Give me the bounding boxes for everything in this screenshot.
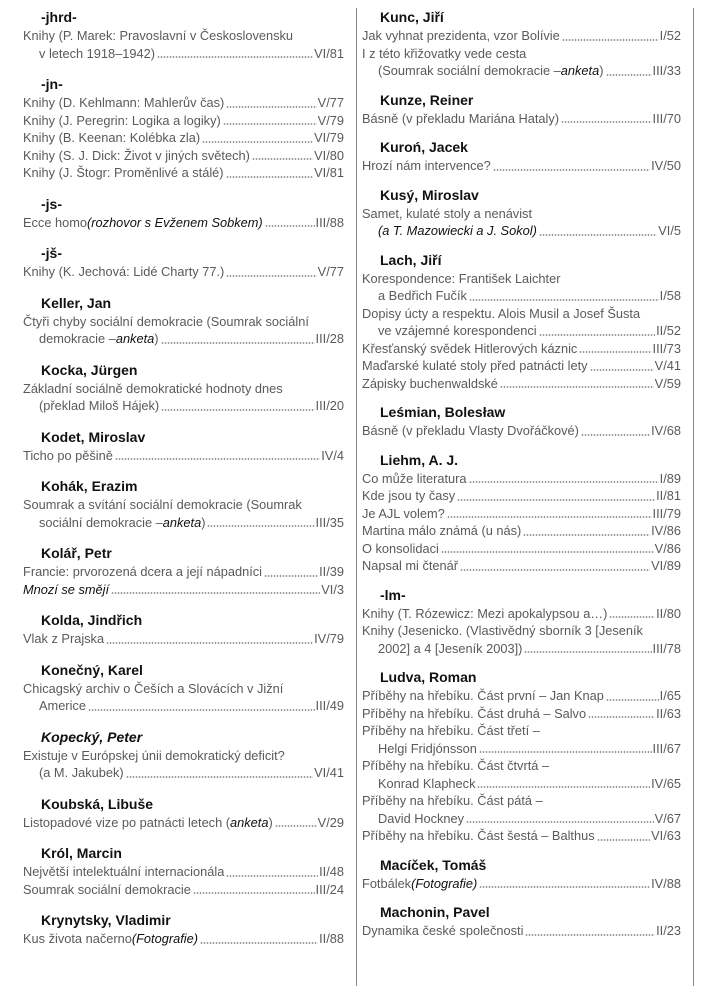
- index-entry-line: [362, 640, 681, 658]
- index-entry-line: [362, 287, 681, 305]
- page-reference: III/28: [315, 331, 344, 346]
- index-entry-line: [23, 112, 344, 130]
- index-column-right: [362, 8, 681, 951]
- dot-leader: [126, 776, 313, 778]
- page-reference: II/80: [656, 605, 681, 621]
- index-entry-group: [23, 195, 344, 232]
- italic-text: (a T. Mazowiecki a J. Sokol): [378, 223, 537, 238]
- page-reference: IV/79: [314, 631, 344, 646]
- author-heading: Macíček, Tomáš: [380, 856, 487, 873]
- index-entry-line: [362, 792, 681, 810]
- index-entry-line: [362, 875, 681, 893]
- column-divider: [356, 8, 357, 986]
- entry-title-text: Ecce homo: [23, 214, 88, 230]
- dot-leader: [500, 386, 654, 388]
- index-entry-line: [23, 697, 344, 715]
- index-entry-group: [23, 911, 344, 948]
- page-reference: IV/86: [651, 523, 681, 538]
- index-entry-line: [23, 94, 344, 112]
- author-heading: Krynytsky, Vladimir: [41, 912, 171, 928]
- author-heading: Liehm, A. J.: [380, 451, 459, 468]
- dot-leader: [469, 481, 659, 483]
- entry-title-text: Martina málo známá (u nás): [362, 523, 522, 538]
- index-entry-group: [23, 544, 344, 598]
- page-reference: IV/88: [651, 875, 681, 891]
- index-entry-group: [23, 661, 344, 715]
- entry-title-text: Knihy (P. Marek: Pravoslavní v Československu: [23, 28, 294, 43]
- page-reference: III/88: [315, 214, 344, 230]
- entry-title-text: Největší intelektuální internacionála: [23, 864, 225, 879]
- entry-title-text: Křesťanský svědek Hitlerových káznic: [362, 340, 578, 356]
- index-entry-line: [362, 827, 681, 845]
- dot-leader: [561, 121, 652, 123]
- index-entry-line: [23, 680, 344, 698]
- index-entry-line: [23, 563, 344, 581]
- author-heading: -jn-: [41, 76, 63, 92]
- page-reference: III/33: [652, 63, 681, 78]
- author-heading: Kuroń, Jacek: [380, 139, 468, 155]
- author-heading: Lach, Jiří: [380, 251, 442, 268]
- dot-leader: [479, 886, 650, 888]
- index-entry-line: [362, 45, 681, 63]
- index-entry-group: [362, 403, 681, 440]
- page-reference: II/81: [656, 488, 681, 503]
- entry-title-text: a Bedřich Fučík: [378, 288, 467, 303]
- page-reference: VI/89: [651, 558, 681, 573]
- dot-leader: [469, 299, 659, 301]
- index-entry-line: [23, 581, 344, 599]
- dot-leader: [581, 434, 650, 436]
- author-heading: Leśmian, Bolesław: [380, 404, 506, 420]
- index-entry-line: [362, 470, 681, 488]
- entry-title-text: Příběhy na hřebíku. Část pátá –: [362, 793, 543, 808]
- index-entry-line: [362, 110, 681, 128]
- entry-title-text: Hrozí nám intervence?: [362, 158, 491, 173]
- index-entry-line: [23, 630, 344, 648]
- index-entry-group: [362, 8, 681, 80]
- index-entry-line: [362, 222, 681, 240]
- entry-title-text: Francie: prvorozená dcera a její nápadníci: [23, 564, 263, 579]
- entry-title-text: Knihy (B. Keenan: Kolébka zla): [23, 130, 201, 145]
- entry-title-text: (Soumrak sociální demokracie –: [378, 63, 561, 78]
- dot-leader: [441, 551, 654, 553]
- index-entry-group: [362, 138, 681, 175]
- dot-leader: [200, 942, 318, 944]
- entry-title-text: (překlad Miloš Hájek): [39, 398, 160, 413]
- entry-title-text: Zápisky buchenwaldské: [362, 375, 498, 391]
- entry-title-text: Korespondence: František Laichter: [362, 270, 561, 286]
- dot-leader: [161, 342, 315, 344]
- dot-leader: [202, 141, 313, 143]
- dot-leader: [106, 642, 313, 644]
- entry-title-text: Básně (v překladu Mariána Hataly): [362, 110, 560, 126]
- dot-leader: [539, 334, 655, 336]
- author-heading: Kocka, Jürgen: [41, 361, 138, 378]
- index-entry-line: [23, 863, 344, 881]
- index-entry-line: [362, 270, 681, 288]
- index-entry-group: [362, 251, 681, 393]
- author-heading: Kodet, Miroslav: [41, 428, 146, 445]
- page-reference: VI/79: [314, 130, 344, 145]
- entry-title-text: Příběhy na hřebíku. Část šestá – Balthus: [362, 828, 595, 843]
- entry-title-text: (a M. Jakubek): [39, 765, 124, 780]
- index-entry-line: [23, 129, 344, 147]
- dot-leader: [477, 786, 650, 788]
- index-entry-line: [23, 45, 344, 63]
- index-entry-line: [362, 375, 681, 393]
- author-heading: Ludva, Roman: [380, 669, 477, 685]
- entry-title-text: Maďarské kulaté stoly před patnácti lety: [362, 358, 588, 373]
- dot-leader: [265, 225, 315, 227]
- page-reference: IV/4: [321, 447, 344, 463]
- index-entry-line: [23, 747, 344, 765]
- page-reference: III/20: [315, 398, 344, 413]
- entry-title-text: Základní sociálně demokratické hodnoty dnes: [23, 380, 283, 396]
- entry-title-text: Listopadové vize po patnácti letech (: [23, 814, 231, 830]
- dot-leader: [590, 369, 654, 371]
- index-entry-line: [362, 357, 681, 375]
- author-heading: Kunze, Reiner: [380, 91, 474, 108]
- page-reference: II/63: [656, 705, 681, 721]
- entry-title-text: Existuje v Európskej únii demokratický deficit?: [23, 747, 285, 763]
- page-reference: VI/3: [321, 581, 344, 597]
- page-reference: V/29: [317, 814, 344, 830]
- author-heading: Kolda, Jindřich: [41, 612, 143, 628]
- entry-title-text: Chicagský archiv o Češích a Slovácích v Jižní: [23, 680, 284, 696]
- entry-title-text: Knihy (K. Jechová: Lidé Charty 77.): [23, 264, 225, 279]
- entry-title-text: Knihy (S. J. Dick: Život v jiných světech): [23, 147, 250, 163]
- dot-leader: [193, 892, 315, 894]
- entry-title-text: Soumrak sociální demokracie: [23, 881, 191, 897]
- entry-title-text: Vlak z Prajska: [23, 631, 105, 646]
- dot-leader: [226, 176, 314, 178]
- page-reference: V/67: [654, 810, 681, 826]
- entry-title-text: Dynamika české společnosti: [362, 923, 524, 938]
- dot-leader: [457, 499, 655, 501]
- entry-title-text: O konsolidaci: [362, 540, 439, 556]
- dot-leader: [223, 123, 317, 125]
- italic-text: (Fotografie): [411, 875, 478, 891]
- index-entry-line: [23, 27, 344, 45]
- entry-title-text: Knihy (J. Peregrin: Logika a logiky): [23, 112, 221, 128]
- page-reference: V/77: [317, 264, 344, 279]
- index-entry-group: [362, 903, 681, 940]
- dot-leader: [207, 525, 314, 527]
- author-heading: Koubská, Libuše: [41, 795, 154, 812]
- entry-title-text: Příběhy na hřebíku. Část první – Jan Knap: [362, 688, 604, 703]
- index-entry-line: [362, 27, 681, 45]
- page-reference: IV/50: [651, 158, 681, 173]
- index-entry-group: [23, 8, 344, 62]
- index-entry-line: [23, 164, 344, 182]
- dot-leader: [111, 592, 320, 594]
- page-reference: II/23: [656, 923, 681, 938]
- entry-title-text: Soumrak a svítání sociální demokracie (Soumrak: [23, 497, 302, 512]
- entry-title-text: ): [599, 63, 604, 78]
- page-reference: VI/41: [314, 765, 344, 780]
- index-entry-line: [362, 205, 681, 223]
- entry-title-text: Co může literatura: [362, 470, 467, 486]
- author-heading: -jš-: [41, 245, 62, 261]
- page-reference: I/52: [659, 28, 681, 43]
- page-reference: I/65: [659, 688, 681, 703]
- index-column-left: [23, 8, 344, 961]
- author-heading: -js-: [41, 195, 62, 212]
- author-heading: -jhrd-: [41, 9, 77, 25]
- entry-title-text: David Hockney: [378, 810, 465, 826]
- index-entry-line: [362, 540, 681, 558]
- entry-title-text: Napsal mi čtenář: [362, 558, 459, 573]
- entry-title-text: Helgi Fridjónsson: [378, 740, 477, 756]
- index-entry-line: [362, 687, 681, 705]
- page-reference: II/88: [319, 931, 344, 946]
- entry-title-text: ): [201, 514, 206, 530]
- entry-title-text: Knihy (T. Rózewicz: Mezi apokalypsou a…): [362, 605, 608, 621]
- index-entry-line: [362, 422, 681, 440]
- index-entry-group: [23, 611, 344, 648]
- dot-leader: [597, 839, 651, 841]
- dot-leader: [88, 709, 315, 711]
- page-reference: VI/81: [314, 45, 344, 61]
- index-entry-line: [23, 881, 344, 899]
- index-entry-line: [362, 705, 681, 723]
- author-heading: Kopecký, Peter: [41, 728, 143, 745]
- page-reference: V/59: [654, 375, 681, 391]
- page-reference: I/89: [659, 470, 681, 486]
- entry-title-text: Čtyři chyby sociální demokracie (Soumrak sociální: [23, 313, 309, 329]
- entry-title-text: Knihy (D. Kehlmann: Mahlerův čas): [23, 95, 225, 110]
- index-entry-line: [362, 322, 681, 340]
- page-reference: VI/63: [651, 828, 681, 843]
- entry-title-text: Jak vyhnat prezidenta, vzor Bolívie: [362, 28, 560, 43]
- index-entry-line: [23, 263, 344, 281]
- dot-leader: [562, 39, 659, 41]
- index-entry-line: [23, 397, 344, 415]
- entry-title-text: Příběhy na hřebíku. Část třetí –: [362, 723, 540, 738]
- index-entry-line: [362, 775, 681, 793]
- index-entry-line: [362, 557, 681, 575]
- italic-text: Mnozí se smějí: [23, 581, 110, 597]
- index-entry-line: [362, 605, 681, 623]
- entry-title-text: sociální demokracie –: [39, 514, 163, 530]
- index-entry-group: [23, 294, 344, 348]
- index-entry-line: [23, 214, 344, 232]
- index-entry-line: [362, 810, 681, 828]
- entry-title-text: Americe: [39, 698, 86, 713]
- entry-title-text: Fotbálek: [362, 875, 412, 891]
- dot-leader: [264, 575, 318, 577]
- index-entry-group: [23, 477, 344, 531]
- page-reference: V/77: [317, 95, 344, 110]
- index-entry-group: [362, 186, 681, 240]
- entry-title-text: Je AJL volem?: [362, 505, 445, 521]
- page-reference: II/39: [319, 564, 344, 579]
- dot-leader: [275, 825, 317, 827]
- dot-leader: [525, 934, 655, 936]
- dot-leader: [115, 458, 320, 460]
- index-entry-line: [362, 487, 681, 505]
- author-heading: Keller, Jan: [41, 294, 112, 311]
- italic-text: anketa: [560, 63, 600, 78]
- page-reference: VI/81: [314, 165, 344, 180]
- page-reference: IV/65: [651, 775, 681, 791]
- page-reference: III/24: [315, 881, 344, 897]
- author-heading: Kolář, Petr: [41, 545, 112, 561]
- author-heading: Konečný, Karel: [41, 661, 143, 678]
- author-heading: -lm-: [380, 586, 406, 603]
- page-reference: III/67: [652, 740, 681, 756]
- index-entry-line: [362, 505, 681, 523]
- index-entry-group: [23, 75, 344, 182]
- entry-title-text: Příběhy na hřebíku. Část čtvrtá –: [362, 758, 550, 773]
- dot-leader: [588, 716, 655, 718]
- dot-leader: [606, 74, 652, 76]
- dot-leader: [226, 106, 316, 108]
- entry-title-text: ve vzájemné korespondenci: [378, 323, 537, 338]
- page-reference: III/35: [315, 514, 344, 530]
- index-entry-group: [23, 844, 344, 898]
- index-entry-line: [362, 157, 681, 175]
- index-entry-group: [362, 91, 681, 128]
- dot-leader: [252, 158, 313, 160]
- dot-leader: [226, 275, 316, 277]
- entry-title-text: Příběhy na hřebíku. Část druhá – Salvo: [362, 705, 587, 721]
- index-entry-group: [362, 586, 681, 658]
- entry-title-text: ): [154, 331, 159, 346]
- author-heading: Kusý, Miroslav: [380, 186, 479, 203]
- dot-leader: [226, 875, 318, 877]
- italic-text: (rozhovor s Evženem Sobkem): [87, 214, 263, 230]
- index-entry-group: [23, 428, 344, 465]
- index-entry-group: [23, 244, 344, 281]
- author-heading: Kohák, Erazim: [41, 478, 138, 494]
- index-entry-line: [362, 62, 681, 80]
- italic-text: anketa: [230, 814, 269, 830]
- entry-title-text: ): [268, 814, 273, 830]
- page-reference: III/79: [652, 505, 681, 521]
- index-entry-line: [362, 622, 681, 640]
- index-entry-line: [23, 514, 344, 532]
- index-entry-line: [362, 305, 681, 323]
- index-entry-line: [362, 722, 681, 740]
- author-heading: Machonin, Pavel: [380, 904, 490, 920]
- dot-leader: [539, 234, 657, 236]
- entry-title-text: Knihy (Jesenicko. (Vlastivědný sborník 3 [Jeseník: [362, 623, 643, 638]
- dot-leader: [460, 569, 650, 571]
- dot-leader: [606, 699, 659, 701]
- page-reference: II/48: [319, 864, 344, 879]
- page-reference: II/52: [656, 323, 681, 338]
- index-entry-line: [23, 764, 344, 782]
- index-entry-line: [23, 313, 344, 331]
- page-reference: V/41: [654, 358, 681, 373]
- index-entry-group: [362, 451, 681, 575]
- entry-title-text: Samet, kulaté stoly a nenávist: [362, 205, 533, 221]
- dot-leader: [523, 534, 650, 536]
- entry-title-text: Kus života načerno: [23, 931, 132, 946]
- index-entry-line: [362, 522, 681, 540]
- dot-leader: [466, 821, 654, 823]
- dot-leader: [579, 351, 651, 353]
- dot-leader: [447, 516, 652, 518]
- entry-title-text: Ticho po pěšině: [23, 447, 113, 463]
- index-entry-line: [23, 380, 344, 398]
- page-right-border: [693, 8, 694, 986]
- entry-title-text: I z této křižovatky vede cesta: [362, 45, 527, 61]
- page-reference: V/86: [654, 540, 681, 556]
- index-entry-line: [23, 930, 344, 948]
- page-reference: III/78: [652, 640, 681, 656]
- index-entry-group: [362, 856, 681, 893]
- entry-title-text: Básně (v překladu Vlasty Dvořáčkové): [362, 423, 579, 438]
- page-reference: III/73: [652, 340, 681, 356]
- page-reference: III/49: [315, 698, 344, 713]
- index-entry-line: [23, 147, 344, 165]
- index-entry-group: [362, 668, 681, 845]
- page-reference: V/79: [317, 112, 344, 128]
- entry-title-text: 2002] a 4 [Jeseník 2003]): [378, 640, 523, 656]
- index-entry-group: [23, 728, 344, 782]
- italic-text: anketa: [162, 514, 202, 530]
- author-heading: Król, Marcin: [41, 845, 122, 861]
- index-entry-line: [362, 922, 681, 940]
- index-entry-group: [23, 361, 344, 415]
- page-reference: III/70: [652, 110, 681, 126]
- dot-leader: [493, 169, 650, 171]
- italic-text: anketa: [115, 331, 155, 346]
- entry-title-text: demokracie –: [39, 331, 116, 346]
- entry-title-text: v letech 1918–1942): [39, 45, 155, 61]
- dot-leader: [479, 751, 652, 753]
- dot-leader: [157, 56, 313, 58]
- index-entry-line: [23, 447, 344, 465]
- page-reference: I/58: [659, 288, 681, 303]
- index-entry-line: [23, 330, 344, 348]
- dot-leader: [609, 616, 655, 618]
- dot-leader: [524, 651, 651, 653]
- index-entry-group: [23, 795, 344, 832]
- entry-title-text: Knihy (J. Štogr: Proměnlivé a stálé): [23, 165, 224, 180]
- page-reference: IV/68: [651, 423, 681, 438]
- dot-leader: [161, 409, 314, 411]
- entry-title-text: Dopisy úcty a respektu. Alois Musil a Josef Šusta: [362, 305, 641, 321]
- entry-title-text: Kde jsou ty časy: [362, 488, 456, 503]
- index-entry-line: [23, 814, 344, 832]
- index-entry-line: [23, 496, 344, 514]
- entry-title-text: Konrad Klapheck: [378, 775, 476, 791]
- italic-text: (Fotografie): [131, 931, 198, 946]
- index-entry-line: [362, 340, 681, 358]
- author-heading: Kunc, Jiří: [380, 9, 444, 25]
- page-reference: VI/5: [658, 223, 681, 238]
- index-entry-line: [362, 740, 681, 758]
- index-entry-line: [362, 757, 681, 775]
- page-reference: VI/80: [314, 147, 344, 163]
